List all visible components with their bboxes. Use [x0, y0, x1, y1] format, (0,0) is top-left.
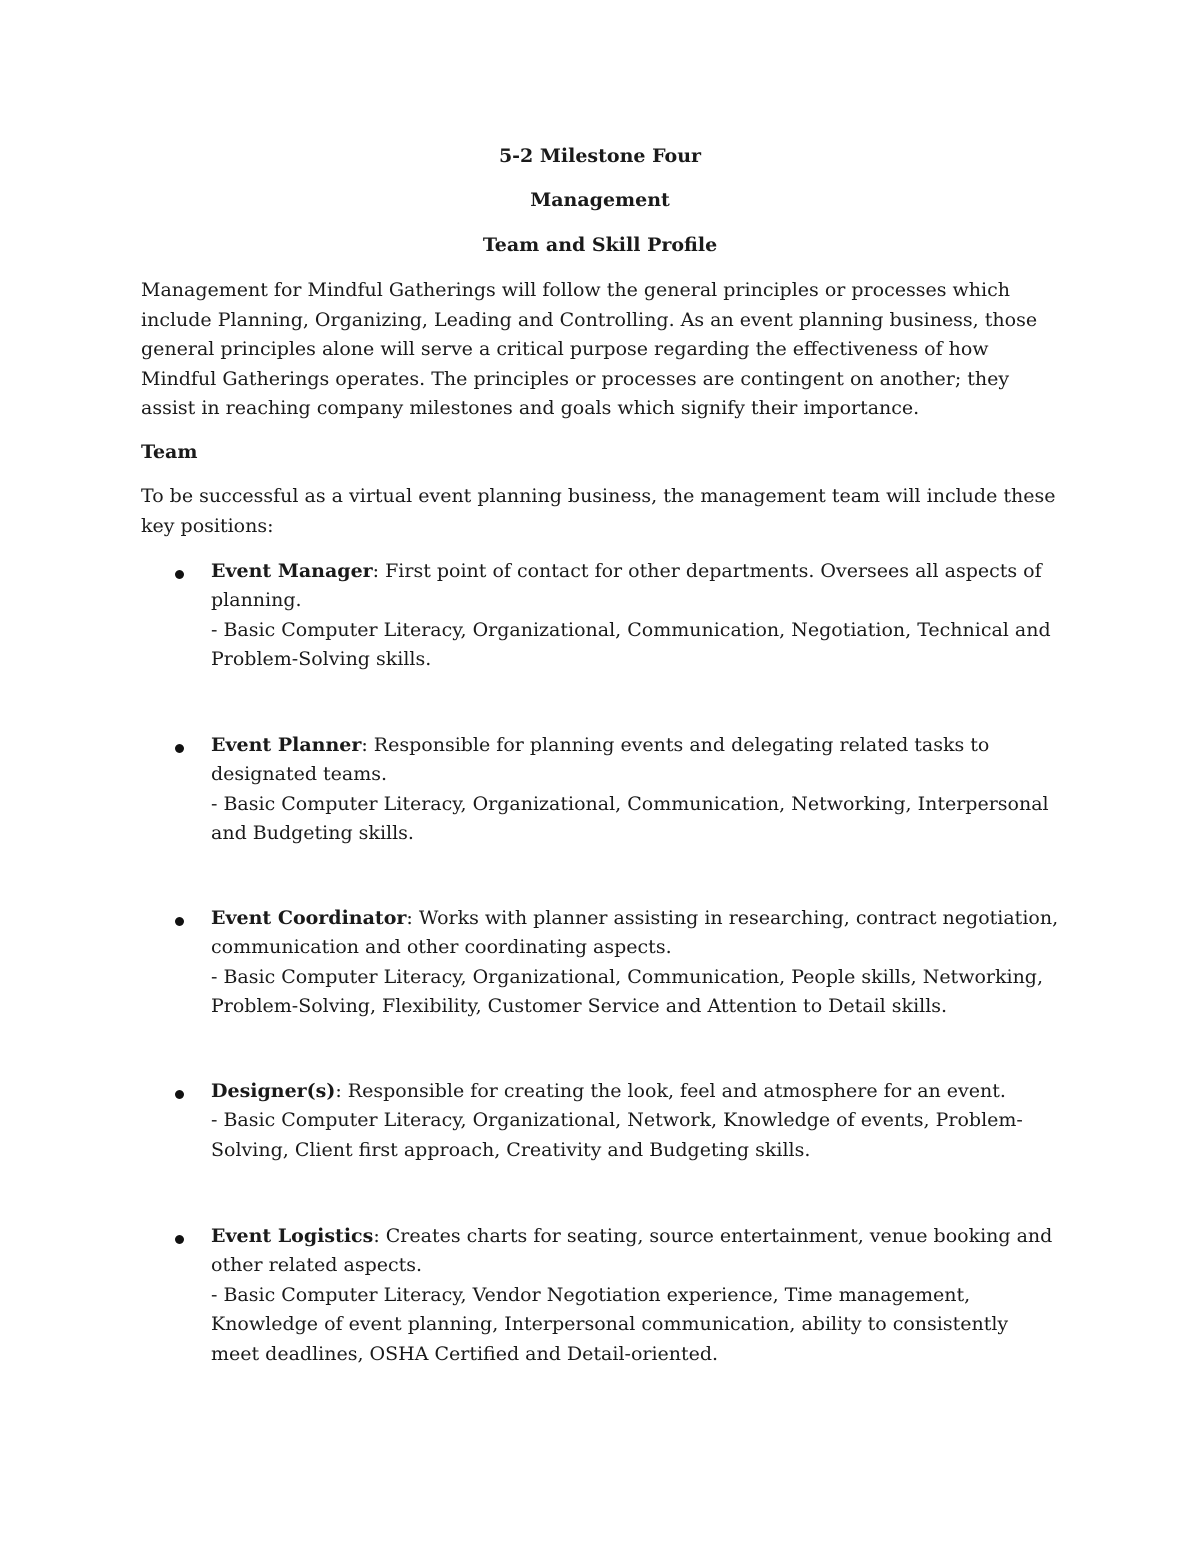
- role-name: Event Logistics: [211, 1225, 374, 1247]
- role-name: Event Manager: [211, 560, 373, 582]
- intro-paragraph: Management for Mindful Gatherings will follow the general principles or processes which include Planning, Organizing, Leading and Controlling. As an event planning business, those general principles alone will serve a critical purpose regarding the effectiveness of how Mindful Gatherings operates. The principles or processes are contingent on another; they assist in reaching company milestones and goals which signify their importance.: [141, 279, 1038, 420]
- role-skills: - Basic Computer Literacy, Organizational, Network, Knowledge of events, Problem-Solving, Client first approach, Creativity and Budgeting skills.: [211, 1109, 1023, 1161]
- role-skills: - Basic Computer Literacy, Organizational, Communication, Negotiation, Technical and Problem-Solving skills.: [211, 618, 1051, 671]
- role-description: : First point of contact for other departments. Oversees all aspects of planning.: [211, 560, 1042, 612]
- role-description-line: [211, 557, 1061, 616]
- role-description: : Responsible for planning events and delegating related tasks to designated teams.: [211, 734, 990, 786]
- bullet-icon: [175, 917, 184, 926]
- role-description-line: [211, 1222, 1061, 1281]
- role-description: : Responsible for creating the look, feel and atmosphere for an event.: [335, 1080, 1006, 1102]
- bullet-icon: [175, 1090, 184, 1099]
- role-name: Designer(s): [211, 1080, 336, 1102]
- role-name: Event Planner: [211, 734, 362, 756]
- bullet-icon: [175, 1235, 184, 1244]
- role-skills: - Basic Computer Literacy, Organizational, Communication, Networking, Interpersonal and Budgeting skills.: [211, 792, 1049, 845]
- bullet-icon: [175, 744, 184, 753]
- document-title: 5-2 Milestone Four: [498, 145, 702, 167]
- role-skills: - Basic Computer Literacy, Vendor Negotiation experience, Time management, Knowledge of event planning, Interpersonal communication, ability to consistently meet deadlines, OSHA Certified and Detail-oriented.: [211, 1283, 1009, 1365]
- bullet-icon: [175, 570, 184, 579]
- role-skills: - Basic Computer Literacy, Organizational, Communication, People skills, Networking, Problem-Solving, Flexibility, Customer Service and Attention to Detail skills.: [211, 965, 1044, 1018]
- role-name: Event Coordinator: [211, 907, 407, 929]
- role-description: : Creates charts for seating, source entertainment, venue booking and other related aspects.: [211, 1225, 1053, 1277]
- subsection-title: Team and Skill Profile: [482, 234, 718, 256]
- team-heading: Team: [141, 441, 198, 463]
- section-title: Management: [530, 189, 670, 211]
- role-description-line: [211, 1077, 1061, 1106]
- role-description-line: [211, 904, 1061, 963]
- team-intro-paragraph: To be successful as a virtual event planning business, the management team will include these key positions:: [141, 485, 1056, 537]
- role-description: : Works with planner assisting in researching, contract negotiation, communication and other coordinating aspects.: [211, 907, 1059, 959]
- role-description-line: [211, 731, 1061, 790]
